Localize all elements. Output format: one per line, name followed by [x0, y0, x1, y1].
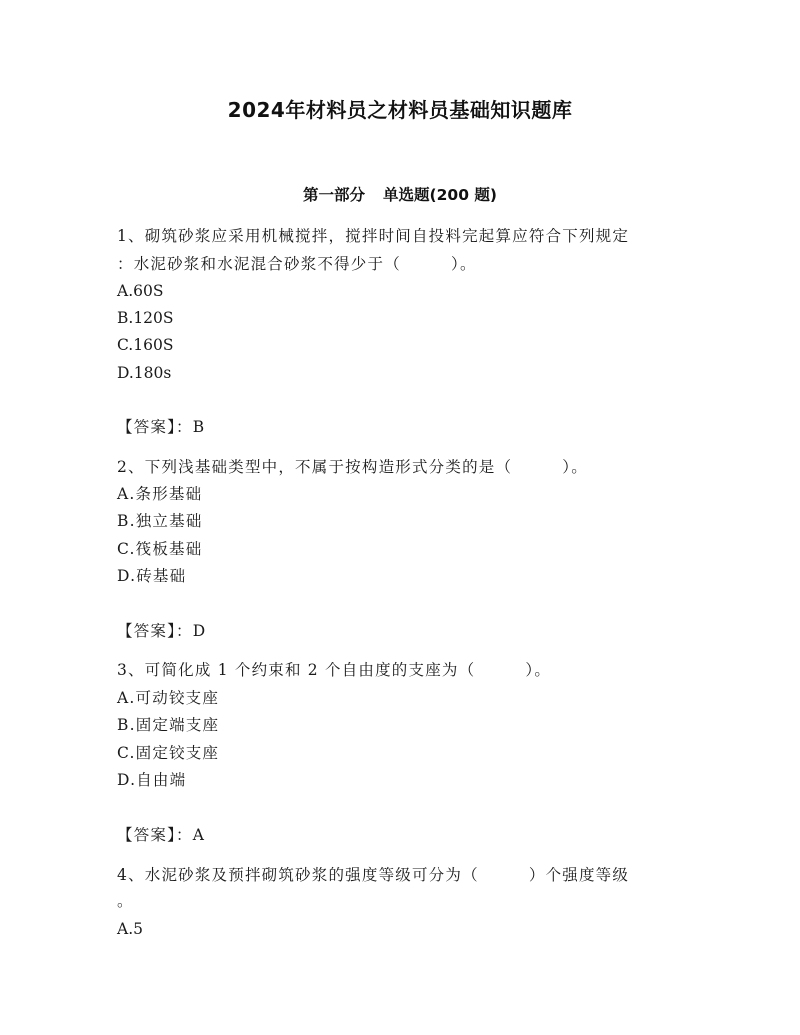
question-3-option-a: A.可动铰支座 [117, 689, 220, 707]
question-2-stem-line-1: 2、下列浅基础类型中，不属于按构造形式分类的是（ ）。 [117, 458, 588, 476]
question-1-option-d: D.180s [117, 364, 172, 382]
question-3-answer [117, 825, 205, 845]
answer-value: A [192, 826, 206, 844]
question-3-stem-line-1: 3、可简化成 1 个约束和 2 个自由度的支座为（ ）。 [117, 661, 552, 679]
question-1-option-c: C.160S [117, 336, 174, 354]
question-2-option-b: B.独立基础 [117, 512, 203, 530]
answer-value: B [192, 418, 206, 436]
question-2-option-c: C.筏板基础 [117, 540, 203, 558]
question-3-option-c: C.固定铰支座 [117, 744, 220, 762]
section-name-label: 单选题(200 题) [383, 186, 497, 204]
question-4-option-a: A.5 [117, 920, 143, 938]
answer-value: D [192, 622, 207, 640]
section-part-label: 第一部分 [303, 186, 366, 204]
answer-label: 【答案】： [117, 418, 193, 436]
answer-label: 【答案】： [117, 826, 193, 844]
question-1-option-b: B.120S [117, 309, 174, 327]
question-4-stem-line-1: 4、水泥砂浆及预拌砌筑砂浆的强度等级可分为（ ）个强度等级 [117, 866, 630, 884]
question-1-stem-line-2: ：水泥砂浆和水泥混合砂浆不得少于（ ）。 [117, 255, 477, 273]
question-1-stem-line-1: 1、砌筑砂浆应采用机械搅拌，搅拌时间自投料完起算应符合下列规定 [117, 227, 630, 245]
section-heading [0, 183, 800, 205]
question-3-option-b: B.固定端支座 [117, 716, 220, 734]
question-1-answer [117, 417, 205, 437]
answer-label: 【答案】： [117, 622, 193, 640]
question-2-option-d: D.砖基础 [117, 567, 187, 585]
question-2-option-a: A.条形基础 [117, 485, 203, 503]
question-1-option-a: A.60S [117, 282, 164, 300]
question-2-answer [117, 621, 206, 641]
question-3-option-d: D.自由端 [117, 771, 187, 789]
question-4-stem-line-2: 。 [117, 892, 133, 910]
document-title: 2024年材料员之材料员基础知识题库 [227, 98, 573, 122]
